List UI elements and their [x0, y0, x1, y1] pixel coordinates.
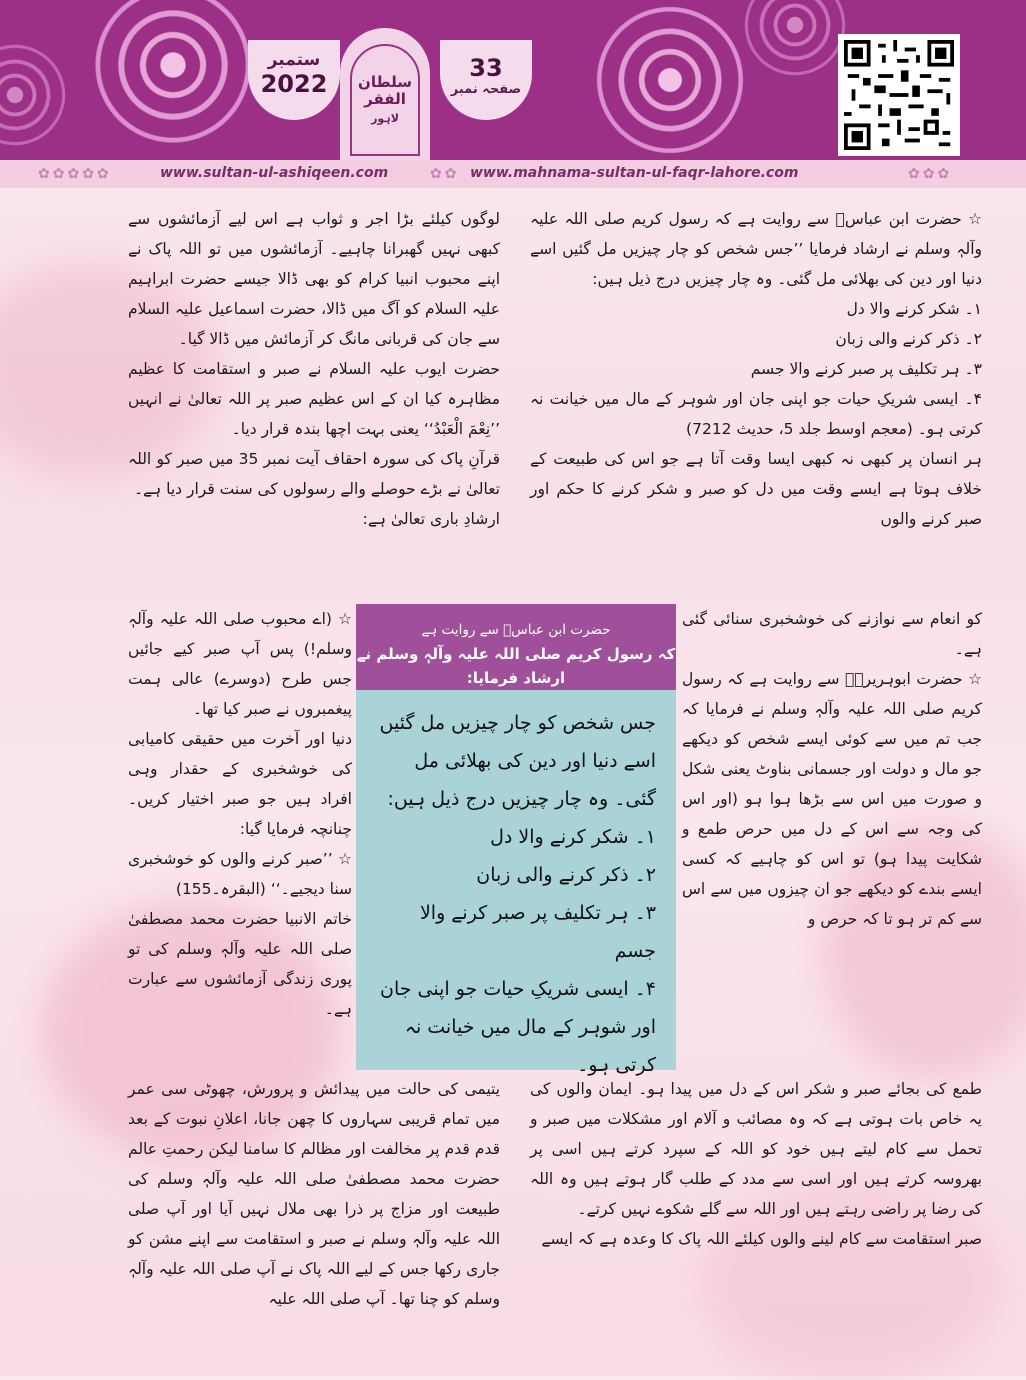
highlight-box-header	[356, 604, 676, 690]
list-item: ۳۔ ہر تکلیف پر صبر کرنے والا جسم	[750, 360, 982, 378]
article-column-left-top	[128, 204, 500, 534]
body-paragraph: دنیا اور آخرت میں حقیقی کامیابی کی خوشخبری کے حقدار وہی افراد ہیں جو صبر اختیار کریں۔ چنانچہ فرمایا گیا:	[128, 730, 352, 838]
quran-verse: ☆ (اے محبوب صلی اللہ علیہ وآلہٖ وسلم!) پس آپ صبر کیے جائیں جس طرح (دوسرے) عالی ہمت پیغمبروں نے صبر کیا تھا۔	[128, 610, 352, 718]
flower-ornament-icon	[0, 40, 70, 150]
list-item: ۴۔ ایسی شریکِ حیات جو اپنی جان اور شوہر کے مال میں خیانت نہ کرتی ہو۔ (معجم اوسط جلد 5، حدیث 7212)	[530, 390, 982, 438]
list-item: ۲۔ ذکر کرنے والی زبان	[835, 330, 982, 348]
list-item: ۱۔ شکر کرنے والا دل	[846, 300, 982, 318]
highlight-list-item: ۳۔ ہر تکلیف پر صبر کرنے والا جسم	[419, 902, 656, 962]
highlight-header-line: کہ رسول کریم صلی اللہ علیہ وآلہٖ وسلم نے ارشاد فرمایا:	[356, 645, 676, 687]
article-column-left-middle	[128, 604, 352, 1024]
highlight-list-item: ۱۔ شکر کرنے والا دل	[490, 826, 656, 848]
logo-title: سلطان الفقر	[358, 73, 412, 108]
body-paragraph: کو انعام سے نوازنے کی خوشخبری سنائی گئی ہے۔	[682, 610, 982, 658]
body-paragraph: ہر انسان پر کبھی نہ کبھی ایسا وقت آتا ہے جو اس کی طبیعت کے خلاف ہوتا ہے ایسے وقت میں دل کو صبر و شکر کرنے کا حکم اور صبر کرنے والوں	[530, 450, 982, 528]
qr-code[interactable]	[838, 34, 960, 156]
quran-verse: ☆ ’’صبر کرنے والوں کو خوشخبری سنا دیجیے۔‘‘ (البقرہ۔155)	[128, 850, 352, 898]
page-number-label: صفحہ نمبر	[450, 82, 522, 97]
logo-subtitle: لاہور	[371, 112, 399, 125]
flower-ornament-icon	[88, 0, 258, 150]
body-paragraph: لوگوں کیلئے بڑا اجر و ثواب ہے اس لیے آزمائشوں سے کبھی نہیں گھبرانا چاہیے۔ آزمائشوں میں تو اللہ پاک نے اپنے محبوب انبیا کرام کو بھی ڈالا جیسے حضرت ابراہیم علیہ السلام کو آگ میں ڈالا، حضرت اسماعیل علیہ السلام سے جان کی قربانی مانگ کر آزمائش میں ڈالا گیا۔	[128, 210, 500, 348]
article-column-right-middle	[682, 604, 982, 934]
hadith-paragraph: ☆ حضرت ابوہریرہؓ سے روایت ہے کہ رسول کریم صلی اللہ علیہ وآلہٖ وسلم نے فرمایا کہ جب تم میں سے کوئی ایسے شخص کو دیکھے جو مال و دولت اور جسمانی بناوٹ یعنی شکل و صورت میں اس سے بڑھا ہوا ہو (اور اس کی وجہ سے اس کے دل میں حرص طمع و شکایت پیدا ہو) تو اس کو چاہیے کہ کسی ایسے بندے کو دیکھے جو ان چیزوں میں سے اس سے کم تر ہو تا کہ حرص و	[682, 670, 982, 928]
flower-ornament-icon	[740, 0, 850, 80]
flower-dots-icon: ✿✿✿✿✿	[38, 166, 112, 182]
body-paragraph: صبر استقامت سے کام لینے والوں کیلئے اللہ پاک کا وعدہ ہے کہ ایسے	[541, 1230, 982, 1248]
highlight-list-item: ۲۔ ذکر کرنے والی زبان	[476, 864, 656, 886]
magazine-logo	[352, 74, 418, 125]
hadith-paragraph: ☆ حضرت ابن عباسؓ سے روایت ہے کہ رسول کریم صلی اللہ علیہ وآلہٖ وسلم نے ارشاد فرمایا ’’جس شخص کو چار چیزیں مل گئیں اسے دنیا اور دین کی بھلائی مل گئی۔ وہ چار چیزیں درج ذیل ہیں:	[530, 210, 982, 288]
highlight-header-line: حضرت ابن عباسؓ سے روایت ہے	[421, 622, 611, 638]
body-paragraph: طمع کی بجائے صبر و شکر اس کے دل میں پیدا ہو۔ ایمان والوں کی یہ خاص بات ہوتی ہے کہ وہ مصائب و آلام اور مشکلات میں صبر و تحمل سے کام لیتے ہیں خود کو اللہ کے سپرد کرتے ہیں اسی پر بھروسہ کرتے ہیں اور اسی سے مدد کے طلب گار ہوتے ہیں وہ اللہ کی رضا پر راضی رہتے ہیں اور اللہ سے گلے شکوے نہیں کرتے۔	[530, 1080, 982, 1218]
body-paragraph: قرآنِ پاک کی سورہ احقاف آیت نمبر 35 میں صبر کو اللہ تعالیٰ نے بڑے حوصلے والے رسولوں کی سنت قرار دیا ہے۔	[128, 450, 500, 498]
page-number: 33	[469, 54, 503, 82]
flower-dots-icon: ✿✿✿	[908, 166, 953, 182]
article-column-left-bottom	[128, 1074, 500, 1314]
website-link-mahnama[interactable]: www.mahnama-sultan-ul-faqr-lahore.com	[470, 165, 799, 181]
website-link-sultan-ul-ashiqeen[interactable]: www.sultan-ul-ashiqeen.com	[160, 165, 389, 181]
body-paragraph: ارشادِ باری تعالیٰ ہے:	[362, 510, 500, 528]
article-column-right-bottom	[530, 1074, 982, 1254]
body-paragraph: خاتم الانبیا حضرت محمد مصطفیٰ صلی اللہ علیہ وآلہٖ وسلم کی تو پوری زندگی آزمائشوں سے عبارت ہے۔	[128, 910, 352, 1018]
highlight-box-body	[356, 690, 676, 1076]
hadith-highlight-box	[356, 604, 676, 1076]
highlight-intro: جس شخص کو چار چیزیں مل گئیں اسے دنیا اور دین کی بھلائی مل گئی۔ وہ چار چیزیں درج ذیل ہیں:	[379, 712, 656, 810]
article-column-right-top	[530, 204, 982, 534]
body-paragraph: یتیمی کی حالت میں پیدائش و پرورش، چھوٹی سی عمر میں تمام قریبی سہاروں کا چھن جانا، اعلانِ نبوت کے بعد قدم قدم پر مخالفت اور مظالم کا سامنا لیکن رحمتِ عالم حضرت محمد مصطفیٰ صلی اللہ علیہ وآلہٖ وسلم کی طبیعت اور مزاج پر ذرا بھی ملال نہیں آیا اور آپ صلی اللہ علیہ وآلہٖ وسلم نے صبر و استقامت سے اپنے مشن کو جاری رکھا جس کے لیے اللہ پاک نے آپ صلی اللہ علیہ وآلہٖ وسلم کو چنا تھا۔ آپ صلی اللہ علیہ	[128, 1080, 500, 1308]
flower-dots-icon: ✿✿	[430, 166, 460, 182]
qr-code-icon	[844, 40, 954, 150]
body-paragraph: حضرت ایوب علیہ السلام نے صبر و استقامت کا عظیم مظاہرہ کیا ان کے اس عظیم صبر پر اللہ تعالیٰ نے انہیں ’’نِعْمَ الْعَبْدُ‘‘ یعنی بہت اچھا بندہ قرار دیا۔	[128, 360, 500, 438]
flower-ornament-icon	[590, 0, 750, 160]
highlight-list-item: ۴۔ ایسی شریکِ حیات جو اپنی جان اور شوہر کے مال میں خیانت نہ کرتی ہو۔	[380, 978, 656, 1076]
issue-year: 2022	[260, 70, 328, 98]
issue-month: ستمبر	[267, 50, 321, 70]
